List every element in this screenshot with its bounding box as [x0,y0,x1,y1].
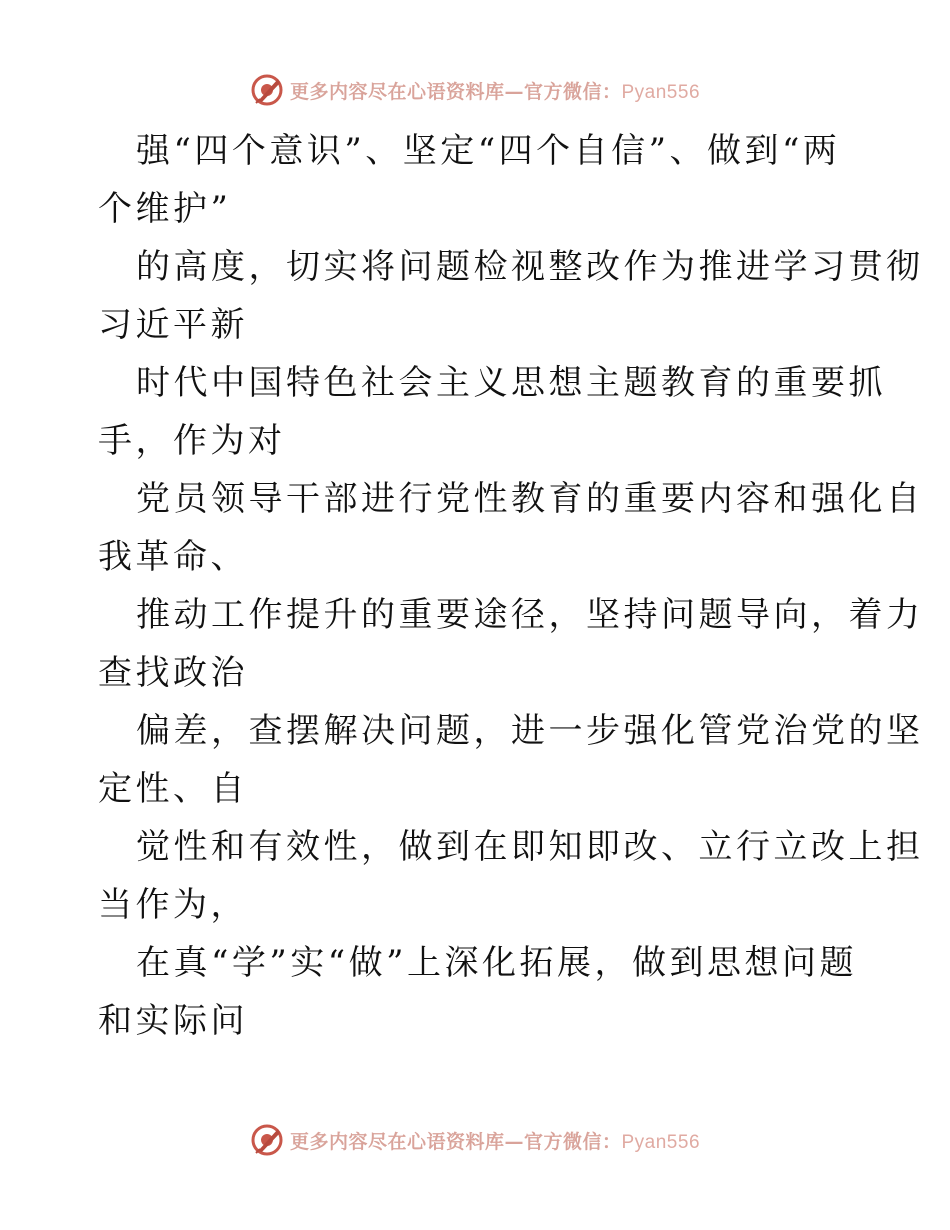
watermark-text: 更多内容尽在心语资料库—官方微信：Pyan556 [289,1130,701,1153]
quill-logo-icon [250,1123,284,1157]
text-line: 定性、自 [98,769,248,809]
quill-logo-icon [250,73,284,107]
text-line: 强“四个意识”、坚定“四个自信”、做到“两 [136,131,841,171]
text-line: 当作为， [98,885,248,925]
header-watermark [0,70,950,110]
footer-watermark [0,1120,950,1160]
watermark-wechat-id: Pyan556 [621,81,701,103]
text-line: 和实际问 [98,1001,248,1041]
text-line: 手，作为对 [98,421,286,461]
text-line: 习近平新 [98,305,248,345]
text-line: 的高度，切实将问题检视整改作为推进学习贯彻 [136,247,924,287]
text-line: 个维护” [98,189,232,229]
text-line: 我革命、 [98,537,248,577]
text-line: 时代中国特色社会主义思想主题教育的重要抓 [136,363,886,403]
text-line: 查找政治 [98,653,248,693]
text-line: 党员领导干部进行党性教育的重要内容和强化自 [136,479,924,519]
watermark-wechat-id: Pyan556 [621,1131,701,1153]
document-body [98,122,924,1050]
watermark-text: 更多内容尽在心语资料库—官方微信：Pyan556 [289,80,701,103]
text-line: 推动工作提升的重要途径，坚持问题导向，着力 [136,595,924,635]
text-line: 在真“学”实“做”上深化拓展，做到思想问题 [136,943,858,983]
text-line: 偏差，查摆解决问题，进一步强化管党治党的坚 [136,711,924,751]
text-line: 觉性和有效性，做到在即知即改、立行立改上担 [136,827,924,867]
